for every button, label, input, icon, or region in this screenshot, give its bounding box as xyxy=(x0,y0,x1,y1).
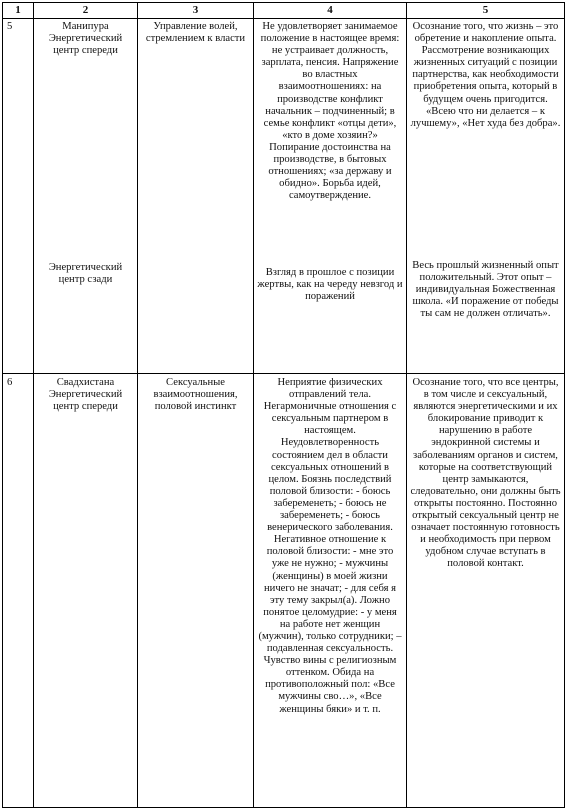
problems-text-back: Взгляд в прошлое с позиции жертвы, как на череду невзгод и поражений xyxy=(257,267,403,303)
header-divider xyxy=(3,18,564,19)
header-cell-5: 5 xyxy=(482,4,489,16)
sphere-text: Сексуальные взаимоотношения, половой инстинкт xyxy=(153,377,238,413)
row-divider xyxy=(3,373,564,374)
problems-text: Не удовлетворяет занимаемое положение в настоящее время: не устраивает должность, зарплата, пенсия. Напряжение во властных взаимоотношениях: на производстве конфликт начальник – подчиненный; в семье конфликт «отцы дети», «кто в доме хозяин?» Попирание достоинства на производстве, в бытовых отношениях; «за державу и обидно». Борьба идей, самоутверждение. xyxy=(260,21,400,202)
solution-text: Осознание того, что все центры, в том числе и сексуальный, являются энергетическими и их блокирование приводит к нарушению в работе эндокринной системы и заболеваниям органов и систем, которые на соответствующий центр замыкаются, следовательно, они должны быть открыты постоянно. Постоянно открытый сексуальный центр не означает постоянную готовность и необходимость при первом удобном случае вступать в половой контакт. xyxy=(410,377,561,570)
comparison-table xyxy=(2,2,565,808)
energy-center-front: Свадхистана Энергетический центр спереди xyxy=(48,377,123,413)
energy-center-back: Энергетический центр сзади xyxy=(48,262,123,286)
sphere-text: Управление волей, стремлением к власти xyxy=(145,21,246,45)
solution-text: Осознание того, что жизнь – это обретение и накопление опыта. Рассмотрение возникающих жизненных ситуаций с позиции партнерства, как необходимости приобретения опыта, который в будущем очень пригодится. «Всею что ни делается – к лучшему», «Нет худа без добра». xyxy=(410,21,561,129)
row-number: 6 xyxy=(7,377,13,388)
header-cell-2: 2 xyxy=(82,4,89,16)
header-cell-4: 4 xyxy=(327,4,333,16)
energy-center-front: Манипура Энергетический центр спереди xyxy=(48,21,123,57)
problems-text: Неприятие физических отправлений тела. Негармоничные отношения с сексуальным партнером в настоящем. Неудовлетворенность состоянием дел в области сексуальных отношений в целом. Боязнь последствий половой близости: - боюсь забеременеть; - боюсь не забеременеть; - боюсь венерического заболевания. Негативное отношение к половой близости: - мне это уже не нужно; - мужчины (женщины) в моей жизни ничего не значат; - для себя я эту тему закрыл(а). Ложно понятое целомудрие: - у меня на работе нет женщин (мужчин), только сотрудники; – подавленная сексуальность. Чувство вины с религиозным оттенком. Обида на противоположный пол: «Все мужчины сво…», «Все женщины бяки» и т. п. xyxy=(258,377,402,715)
solution-text-back: Весь прошлый жизненный опыт положительный. Этот опыт – индивидуальная Божественная школа. «И поражение от победы ты сам не должен отличать». xyxy=(412,260,559,320)
header-cell-1: 1 xyxy=(15,4,21,16)
row-number: 5 xyxy=(7,21,13,32)
header-cell-3: 3 xyxy=(192,4,199,16)
